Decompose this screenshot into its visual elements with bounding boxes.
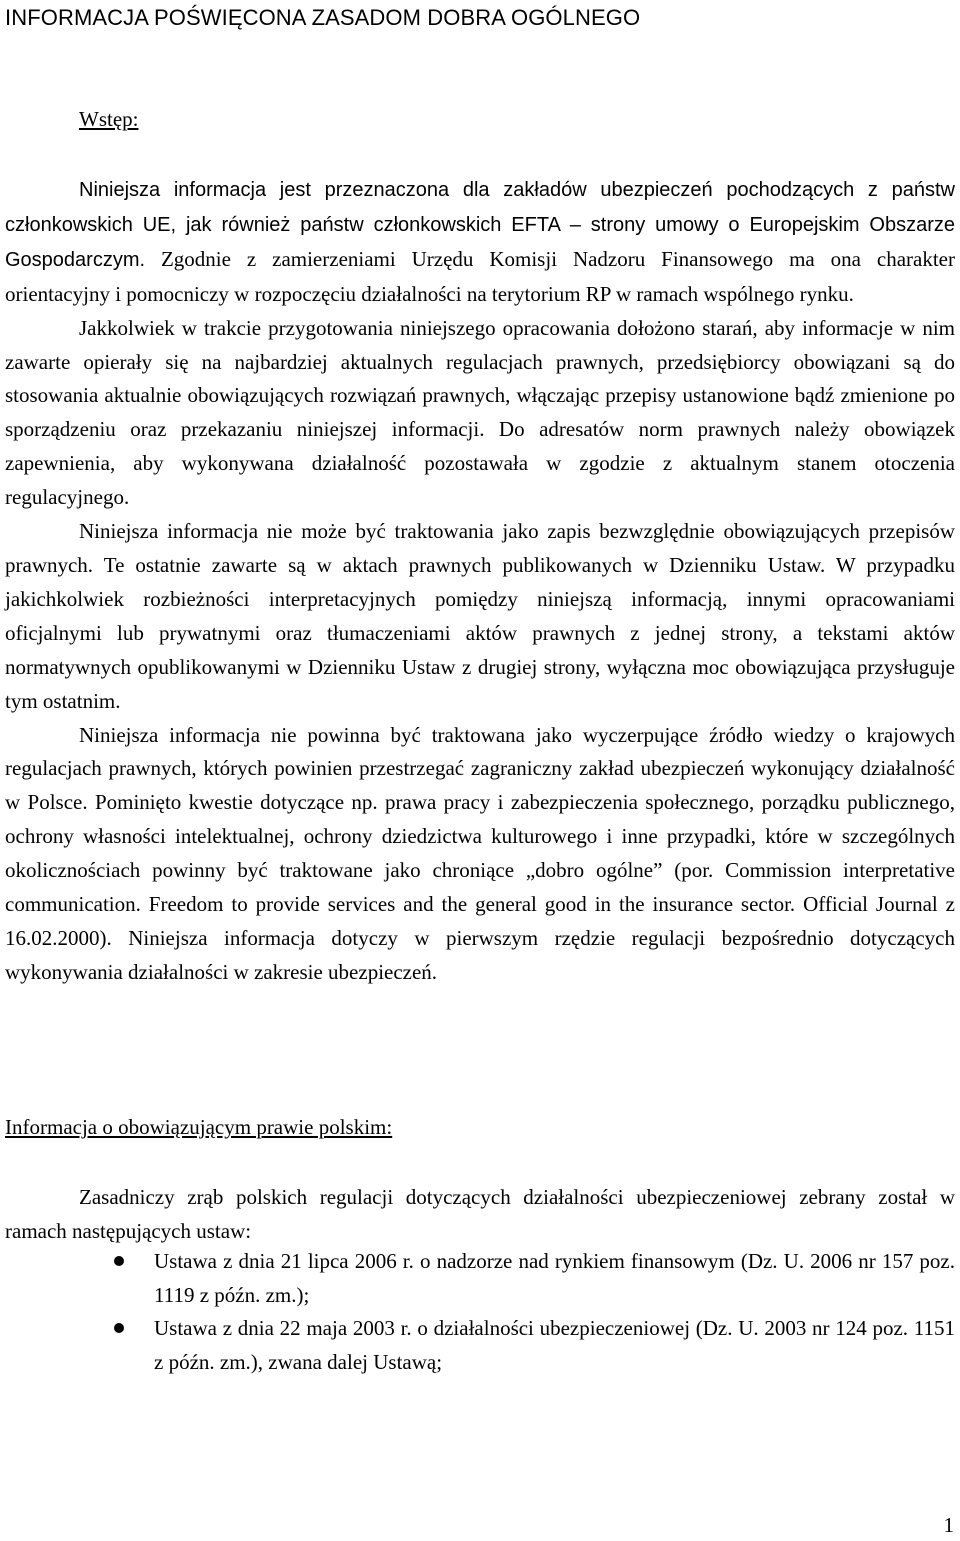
list-item-text: Ustawa z dnia 22 maja 2003 r. o działalności ubezpieczeniowej (Dz. U. 2003 nr 124 poz. 1151 z późn. zm.), zwana dalej Ustawą; — [154, 1316, 955, 1374]
intro-paragraph: Niniejsza informacja nie powinna być traktowana jako wyczerpujące źródło wiedzy o krajowych regulacjach prawnych, których powinien przestrzegać zagraniczny zakład ubezpieczeń wykonujący działalność w Polsce. Pominięto kwestie dotyczące np. prawa pracy i zabezpieczenia społecznego, porządku publicznego, ochrony własności intelektualnej, ochrony dziedzictwa kulturowego i inne przypadki, które w szczególnych okolicznościach powinny być traktowane jako chroniące „dobro ogólne” (por. Commission interpretative communication. Freedom to provide services and the general good in the insurance sector. Official Journal z 16.02.2000). Niniejsza informacja dotyczy w pierwszym rzędzie regulacji bezpośrednio dotyczących wykonywania działalności w zakresie ubezpieczeń. — [5, 722, 955, 984]
intro-paragraph: Jakkolwiek w trakcie przygotowania niniejszego opracowania dołożono starań, aby informacje w nim zawarte opierały się na najbardziej aktualnych regulacjach prawnych, przedsiębiorcy obowiązani są do stosowania aktualnie obowiązujących rozwiązań prawnych, włączając przepisy ustanowione bądź zmienione po sporządzeniu oraz przekazaniu niniejszej informacji. Do adresatów norm prawnych należy obowiązek zapewnienia, aby wykonywana działalność pozostawała w zgodzie z aktualnym stanem otoczenia regulacyjnego. — [5, 315, 955, 510]
intro-paragraph-text: Zgodnie z zamierzeniami Urzędu Komisji Nadzoru Finansowego ma ona charakter orientacyjny i pomocniczy w rozpoczęciu działalności na terytorium RP w ramach wspólnego rynku. — [5, 246, 955, 306]
intro-paragraph-sans-text: Niniejsza informacja jest przeznaczona dla zakładów ubezpieczeń pochodzących z państw członkowskich UE, jak również państw członkowskich EFTA – strony umowy o Europejskim Obszarze Gospodarczym. — [5, 179, 955, 271]
intro-paragraph — [5, 173, 955, 312]
intro-paragraph: Niniejsza informacja nie może być traktowania jako zapis bezwzględnie obowiązujących przepisów prawnych. Te ostatnie zawarte są w aktach prawnych publikowanych w Dzienniku Ustaw. W przypadku jakichkolwiek rozbieżności interpretacyjnych pomiędzy niniejszą informacją, innymi opracowaniami oficjalnymi lub prywatnymi oraz tłumaczeniami aktów prawnych z jednej strony, a tekstami aktów normatywnych opublikowanymi w Dzienniku Ustaw z drugiej strony, wyłączna moc obowiązująca przysługuje tym ostatnim. — [5, 519, 955, 713]
bullet-icon — [114, 1256, 124, 1266]
law-list — [0, 1245, 960, 1379]
document-title: INFORMACJA POŚWIĘCONA ZASADOM DOBRA OGÓLNEGO — [5, 5, 641, 30]
intro-heading: Wstęp: — [79, 107, 139, 131]
list-item — [0, 1245, 960, 1312]
list-item-text: Ustawa z dnia 21 lipca 2006 r. o nadzorze nad rynkiem finansowym (Dz. U. 2006 nr 157 poz. 1119 z późn. zm.); — [154, 1249, 955, 1307]
law-heading: Informacja o obowiązującym prawie polskim: — [5, 1115, 393, 1139]
law-intro-paragraph: Zasadniczy zrąb polskich regulacji dotyczących działalności ubezpieczeniowej zebrany został w ramach następujących ustaw: — [5, 1185, 955, 1243]
intro-section — [5, 173, 955, 990]
bullet-icon — [114, 1323, 124, 1333]
law-intro-section — [5, 1180, 955, 1248]
page-number: 1 — [943, 1513, 954, 1537]
list-item — [0, 1312, 960, 1379]
